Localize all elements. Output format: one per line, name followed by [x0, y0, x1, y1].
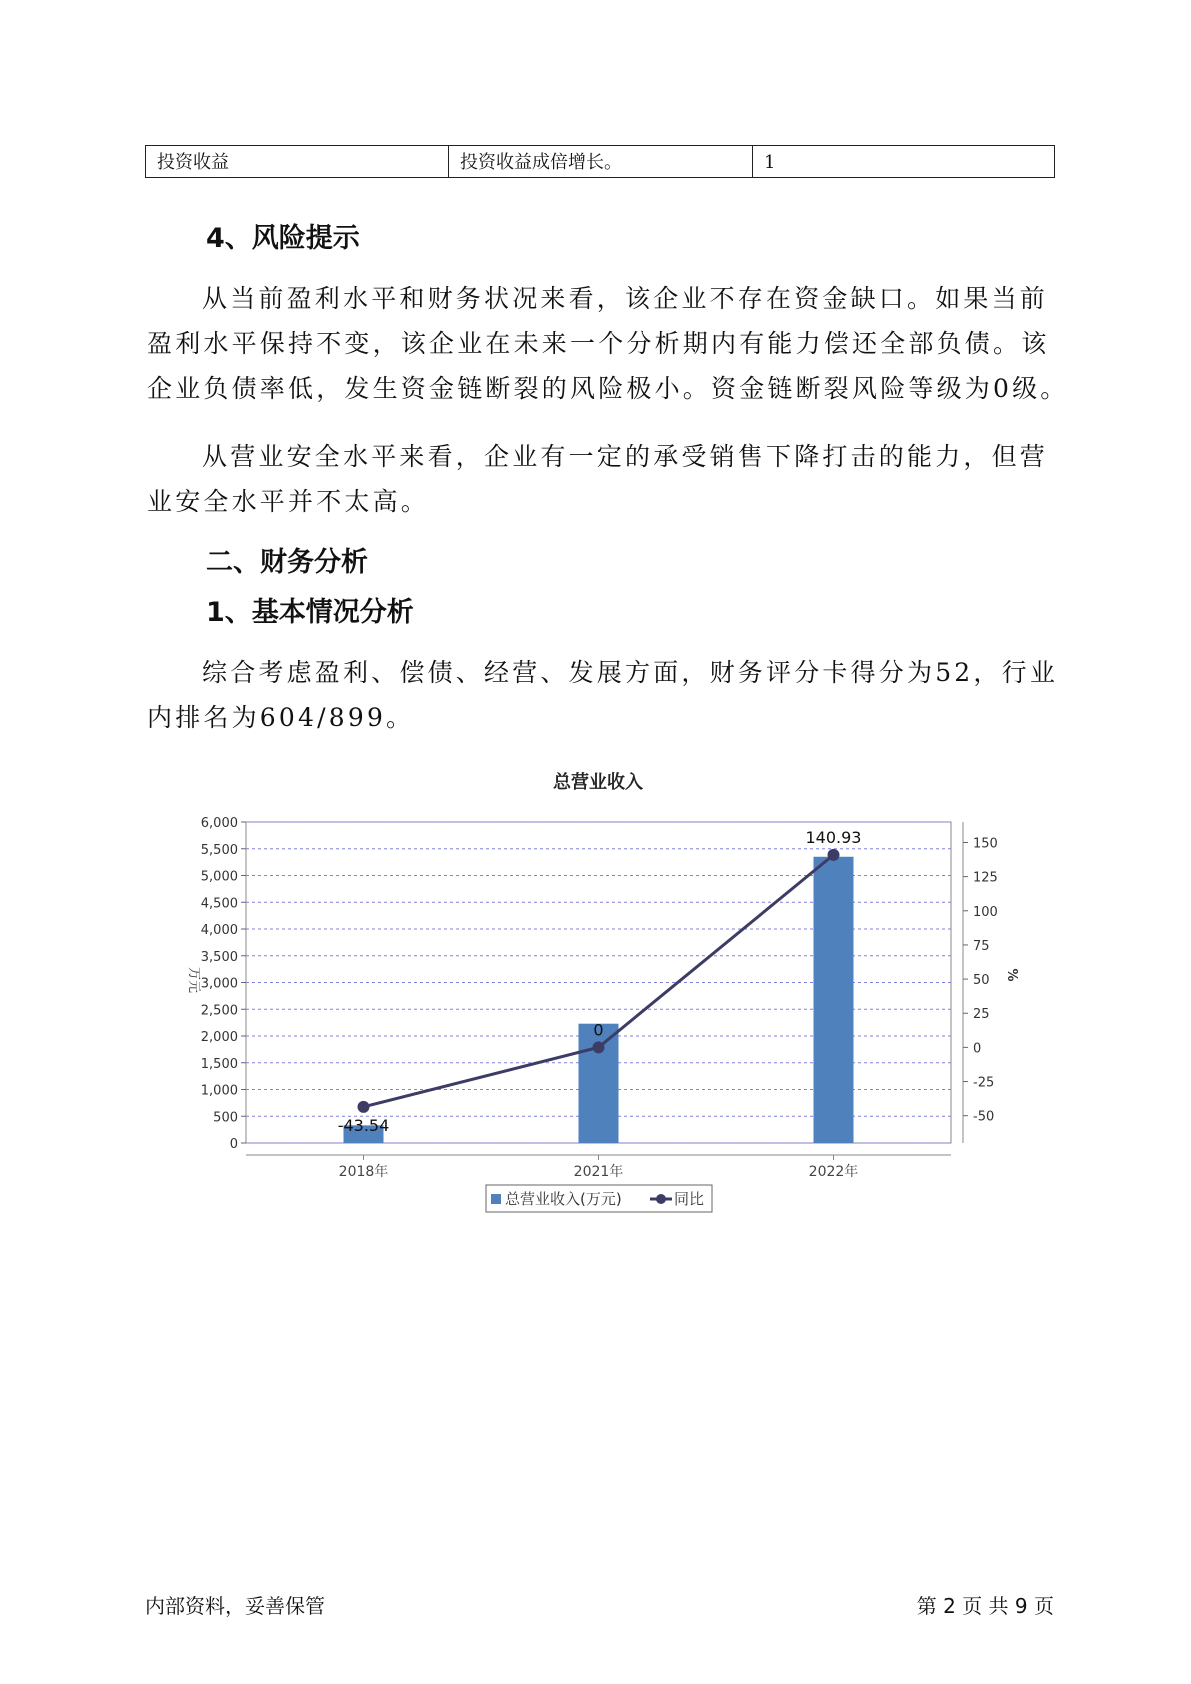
- y-tick-label: 4,500: [200, 896, 238, 912]
- y2-tick-label: -25: [973, 1075, 995, 1091]
- y-tick-label: 500: [213, 1110, 238, 1126]
- table-cell-description: 投资收益成倍增长。: [449, 146, 753, 177]
- x-axis-ticks: [246, 1155, 951, 1180]
- chart-legend: [486, 1185, 712, 1212]
- footer-page-number: 第 2 页 共 9 页: [916, 1594, 1054, 1618]
- legend-line-label: 同比: [674, 1190, 705, 1208]
- paragraph-line: 综合考虑盈利、偿债、经营、发展方面，财务评分卡得分为52，行业: [202, 658, 1059, 687]
- section-heading-financial: 二、财务分析: [206, 547, 368, 578]
- y2-axis-label: %: [1004, 968, 1019, 982]
- legend-bar-label: 总营业收入(万元): [505, 1190, 622, 1208]
- legend-line-marker: [656, 1194, 666, 1204]
- table-cell-value: 1: [764, 152, 776, 173]
- paragraph-line: 内排名为604/899。: [147, 703, 415, 732]
- y-axis-label: 万元: [186, 966, 201, 994]
- y-tick-label: 6,000: [200, 816, 238, 831]
- sub-heading-basic: 1、基本情况分析: [206, 597, 414, 628]
- y-tick-label: 4,000: [200, 923, 238, 938]
- table-cell-item: 投资收益: [146, 146, 449, 177]
- x-tick-label: 2021年: [573, 1164, 624, 1180]
- y-tick-label: 1,500: [200, 1056, 238, 1072]
- data-label: 0: [593, 1020, 604, 1040]
- legend-bar-swatch: [491, 1194, 501, 1204]
- data-label: 140.93: [805, 827, 862, 847]
- chart-title: 总营业收入: [553, 772, 643, 793]
- y2-tick-label: 0: [973, 1041, 982, 1057]
- x-tick-label: 2022年: [808, 1164, 859, 1180]
- line-point: [593, 1041, 605, 1053]
- y2-tick-label: 75: [973, 938, 990, 954]
- line-point: [828, 849, 840, 861]
- y-tick-label: 1,000: [200, 1083, 238, 1099]
- paragraph-line: 从当前盈利水平和财务状况来看，该企业不存在资金缺口。如果当前: [202, 284, 1049, 313]
- y-tick-label: 3,500: [200, 949, 238, 965]
- y2-tick-label: -50: [973, 1109, 995, 1125]
- y2-tick-label: 150: [973, 836, 998, 852]
- section-heading-risk: 4、风险提示: [206, 223, 360, 254]
- y2-tick-label: 25: [973, 1007, 990, 1023]
- y2-tick-label: 100: [973, 904, 998, 920]
- y-tick-label: 0: [229, 1137, 238, 1152]
- y2-tick-label: 125: [973, 870, 998, 886]
- paragraph-line: 从营业安全水平来看，企业有一定的承受销售下降打击的能力，但营: [202, 442, 1049, 471]
- y-tick-label: 2,000: [200, 1030, 238, 1045]
- y-tick-label: 5,500: [200, 842, 238, 858]
- y2-axis-ticks: [963, 822, 998, 1143]
- data-label: -43.54: [337, 1115, 390, 1135]
- y-tick-label: 3,000: [200, 976, 238, 992]
- y-axis-ticks: [201, 816, 246, 1152]
- footer-left: 内部资料，妥善保管: [145, 1594, 325, 1618]
- x-tick-label: 2018年: [338, 1164, 389, 1180]
- line-point: [358, 1101, 370, 1113]
- paragraph-line: 盈利水平保持不变，该企业在未来一个分析期内有能力偿还全部负债。该: [147, 329, 1050, 358]
- y-tick-label: 2,500: [200, 1003, 238, 1019]
- paragraph-line: 业安全水平并不太高。: [147, 487, 430, 516]
- y-tick-label: 5,000: [200, 869, 238, 885]
- y2-tick-label: 50: [973, 973, 990, 989]
- paragraph-line: 企业负债率低，发生资金链断裂的风险极小。资金链断裂风险等级为0级。: [147, 374, 1069, 403]
- bar: [814, 857, 854, 1143]
